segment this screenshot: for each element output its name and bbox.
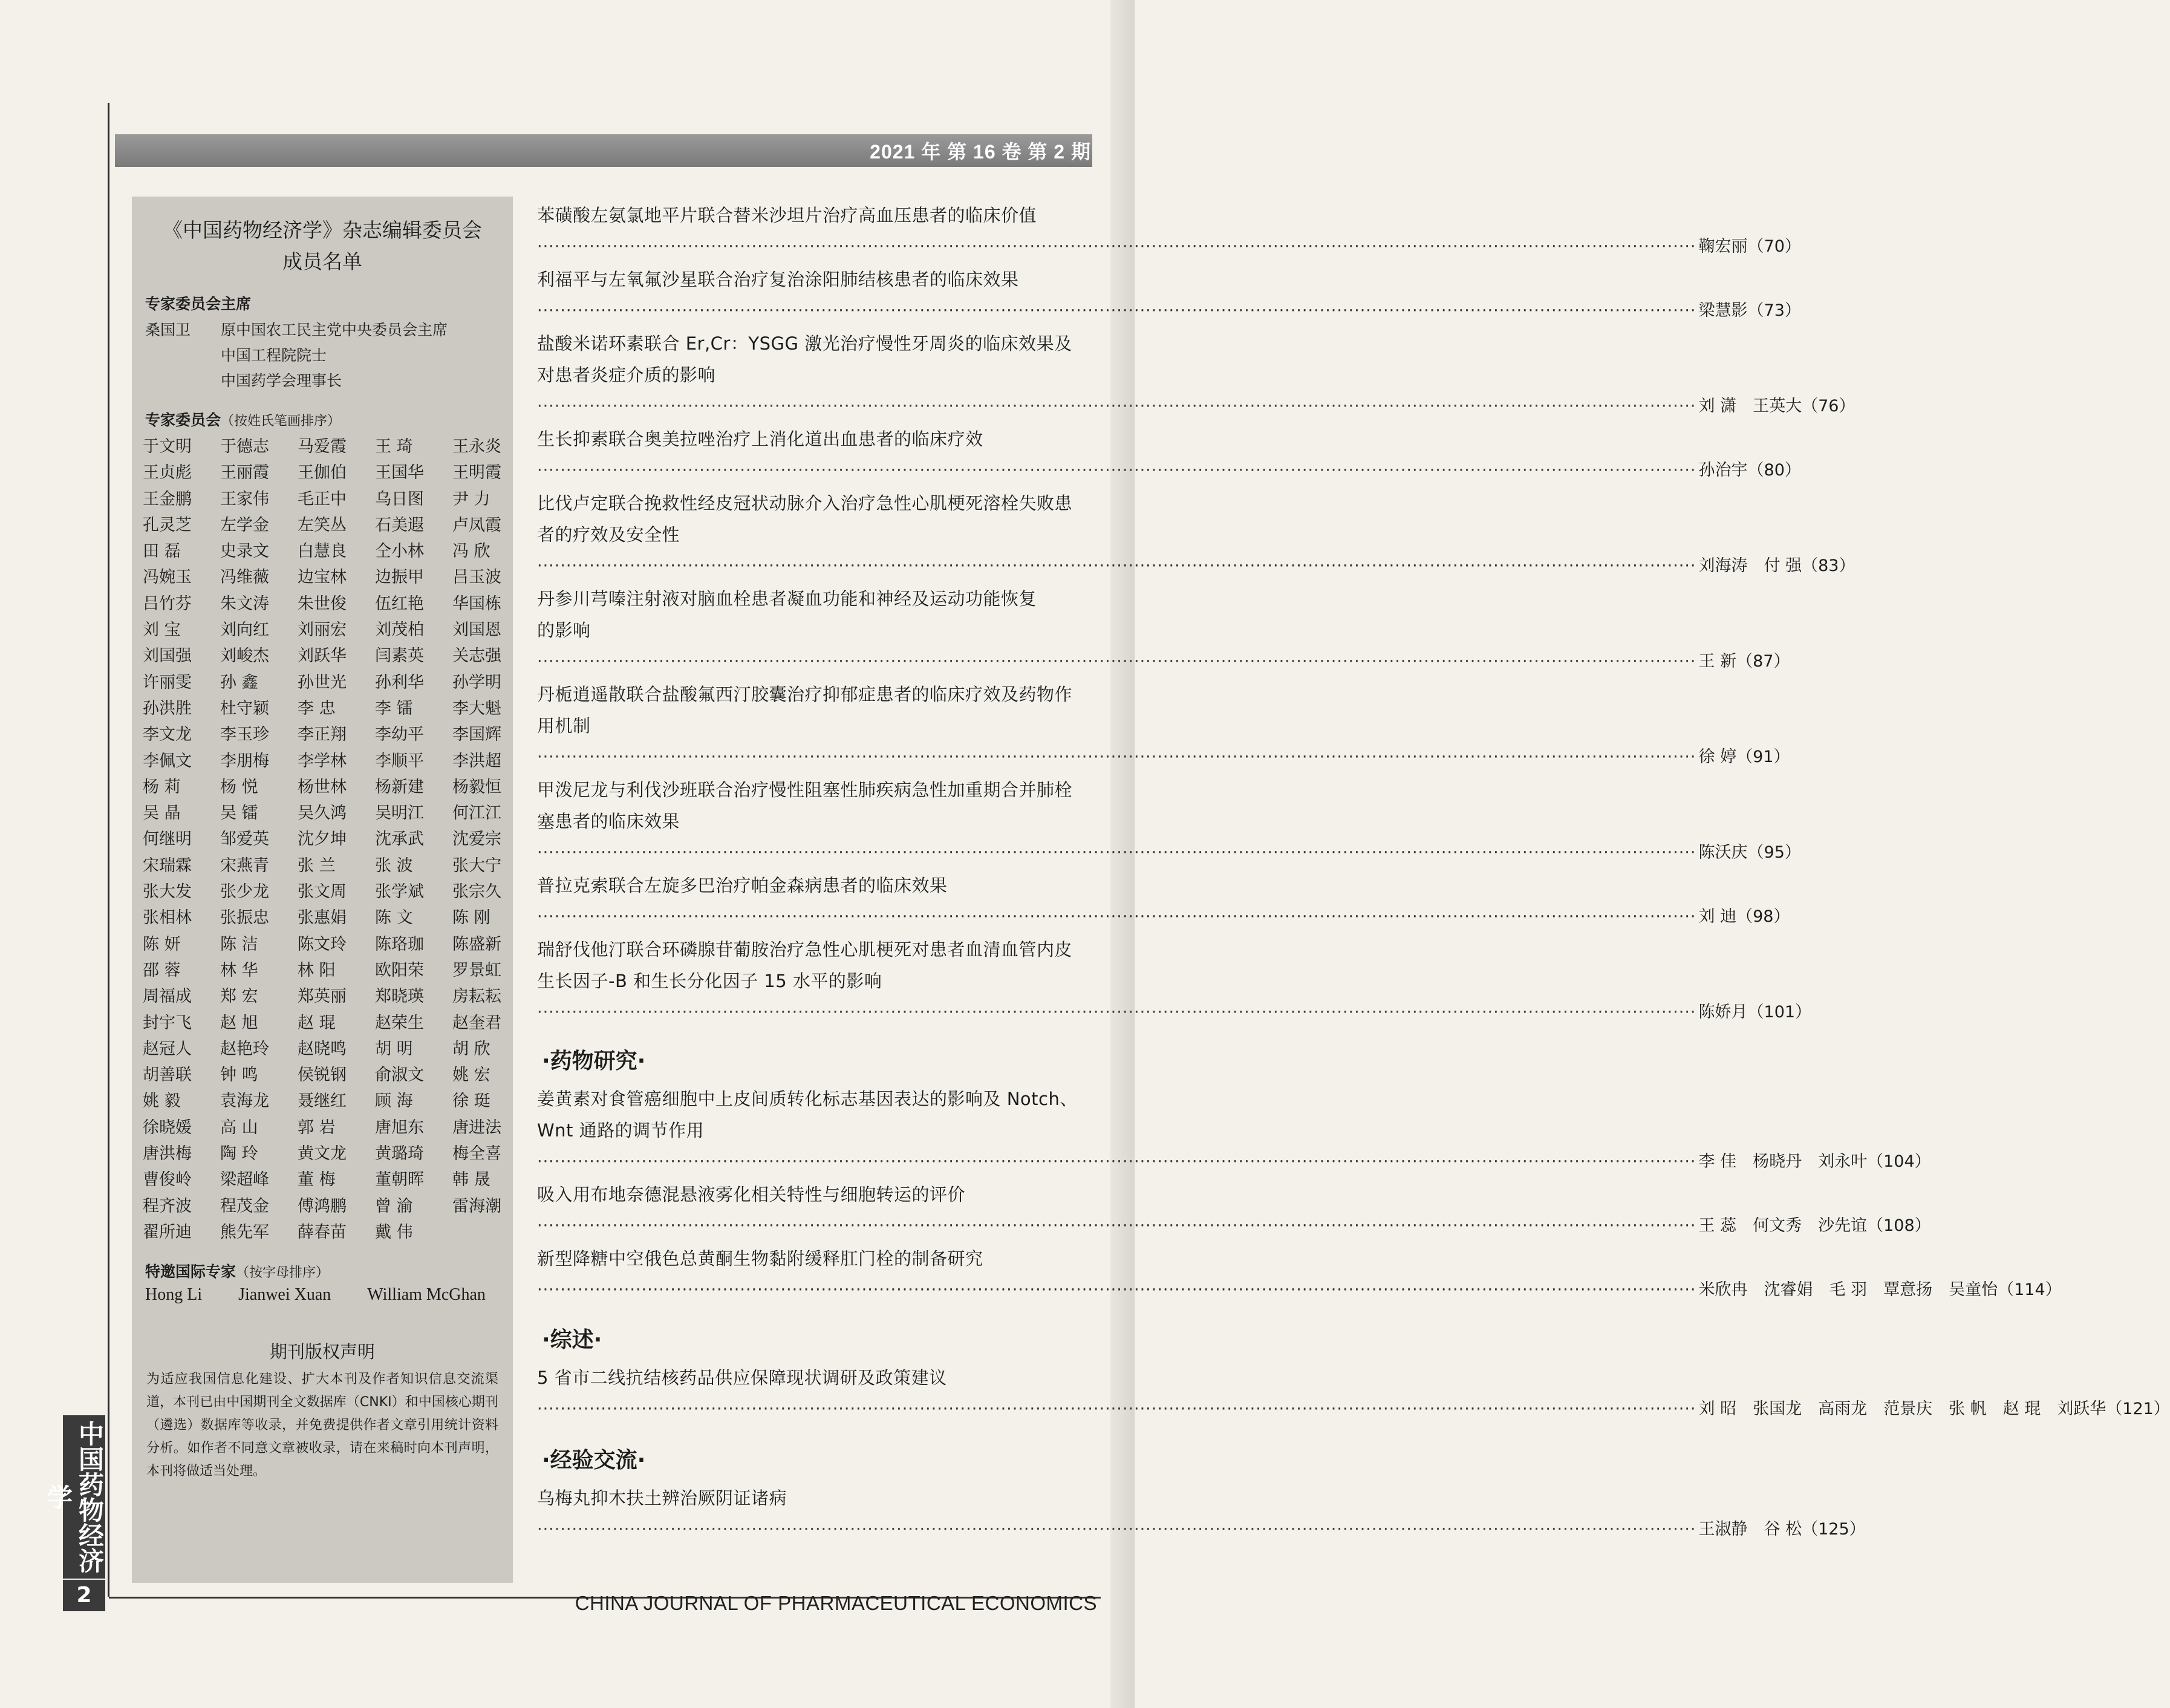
committee-member: 徐晓媛: [143, 1118, 192, 1137]
committee-member: 石美遐: [375, 515, 424, 535]
article-authors-line: [537, 550, 1856, 582]
committee-member: 史录文: [220, 542, 269, 561]
committee-member: 郑晓瑛: [375, 987, 424, 1006]
toc-group-review: [537, 1362, 2170, 1425]
committee-member: 聂继红: [298, 1092, 347, 1111]
article-authors-line: [537, 997, 1812, 1028]
committee-member: 郑英丽: [298, 987, 347, 1006]
committee-member: 李幼平: [375, 725, 424, 745]
leader-dots: ········································································································································································································: [537, 1280, 1696, 1299]
committee-member: 傅鸿鹏: [298, 1196, 347, 1216]
committee-member: 冯 欣: [452, 542, 490, 561]
committee-member: 张宗久: [452, 882, 501, 902]
committee-member: 孙 鑫: [220, 673, 258, 692]
article-authors-line: [537, 231, 1801, 262]
committee-member: 刘向红: [220, 621, 269, 640]
committee-member: 王家伟: [220, 489, 269, 509]
copyright-title: 期刊版权声明: [269, 1341, 375, 1363]
article-authors-line: [537, 646, 1790, 677]
article-title: 生长抑素联合奥美拉唑治疗上消化道出血患者的临床疗效: [537, 429, 983, 449]
article-authors-line: [537, 901, 1790, 933]
committee-member: 房耘耘: [452, 987, 501, 1006]
article-authors: 徐 婷（91）: [1698, 748, 1790, 766]
leader-dots: ········································································································································································································: [537, 397, 1696, 416]
committee-member: 吴久鸿: [298, 804, 347, 823]
article-authors-line: [537, 837, 1801, 869]
committee-member: 翟所迪: [143, 1222, 192, 1242]
committee-member: 张学斌: [375, 882, 424, 902]
committee-member: 黄文龙: [298, 1144, 347, 1164]
intl-member: Jianwei Xuan: [238, 1285, 331, 1305]
toc-entry[interactable]: [537, 1179, 1931, 1242]
committee-member: 唐旭东: [375, 1118, 424, 1137]
article-title: Wnt 通路的调节作用: [537, 1120, 705, 1141]
committee-member: 吴 镭: [220, 804, 258, 823]
committee-member: 林 华: [220, 960, 258, 980]
committee-member: 王贞彪: [143, 463, 192, 483]
committee-member: 林 阳: [298, 960, 336, 980]
committee-member: 冯维薇: [220, 568, 269, 587]
leader-dots: ········································································································································································································: [537, 1216, 1696, 1235]
committee-member: 李顺平: [375, 751, 424, 771]
committee-member: 赵 琨: [298, 1013, 336, 1032]
committee-member: 王伽伯: [298, 463, 347, 483]
section-heading-review: ·综述·: [542, 1328, 602, 1352]
committee-member: 刘国强: [143, 647, 192, 666]
committee-member: 孙世光: [298, 673, 347, 692]
committee-member: 乌日图: [375, 489, 424, 509]
leader-dots: ········································································································································································································: [537, 843, 1696, 862]
committee-member: 赵艳玲: [220, 1039, 269, 1058]
toc-entry[interactable]: [537, 1362, 2170, 1425]
committee-member: 李洪超: [452, 751, 501, 771]
committee-member: 唐进法: [452, 1118, 501, 1137]
committee-member: 陈珞珈: [375, 934, 424, 954]
toc-entry[interactable]: [537, 774, 1801, 869]
committee-member: 卢凤霞: [452, 515, 501, 535]
article-authors-line: [537, 455, 1801, 486]
committee-member: 杨世林: [298, 777, 347, 797]
intl-heading: 特邀国际专家（按字母排序）: [145, 1263, 330, 1281]
committee-member: 赵冠人: [143, 1039, 192, 1058]
committee-member: 刘峻杰: [220, 647, 269, 666]
committee-member: 罗景虹: [452, 960, 501, 980]
committee-member: 俞淑文: [375, 1066, 424, 1085]
article-authors: 陈娇月（101）: [1698, 1003, 1812, 1022]
article-authors: 王 蕊 何文秀 沙先谊（108）: [1698, 1216, 1931, 1235]
committee-member: 刘丽宏: [298, 621, 347, 640]
committee-member: 李国辉: [452, 725, 501, 745]
leader-dots: ········································································································································································································: [537, 556, 1696, 575]
chair-heading: 专家委员会主席: [145, 295, 252, 313]
leader-dots: ········································································································································································································: [537, 907, 1696, 926]
committee-member: 姚 毅: [143, 1092, 181, 1111]
intl-members: [145, 1285, 513, 1305]
section-heading-experience: ·经验交流·: [542, 1448, 646, 1473]
committee-heading: 专家委员会（按姓氏笔画排序）: [145, 411, 341, 429]
committee-member: 许丽雯: [143, 673, 192, 692]
committee-member: 郭 岩: [298, 1118, 336, 1137]
committee-member: 张相林: [143, 908, 192, 928]
committee-member: 边宝林: [298, 568, 347, 587]
committee-member: 郑 宏: [220, 987, 258, 1006]
leader-dots: ········································································································································································································: [537, 748, 1696, 766]
copyright-text: 为适应我国信息化建设、扩大本刊及作者知识信息交流渠道，本刊已由中国期刊全文数据库（CNKI）和中国核心期刊（遴选）数据库等收录，并免费提供作者文章引用统计资料分析。如作者不同意文章被收录，请在来稿时向本刊声明，本刊将做适当处理。: [146, 1372, 498, 1479]
article-title: 对患者炎症介质的影响: [537, 365, 716, 385]
committee-member: 华国栋: [452, 594, 501, 613]
committee-member: 朱世俊: [298, 594, 347, 613]
chair-roles: 原中国农工民主党中央委员会主席 中国工程院院士 中国药学会理事长: [221, 321, 448, 390]
committee-member: 沈夕坤: [298, 830, 347, 849]
article-title: 乌梅丸抑木扶土辨治厥阴证诸病: [537, 1488, 787, 1508]
committee-member: 宋燕青: [220, 856, 269, 875]
toc-entry[interactable]: [537, 328, 1856, 422]
committee-member: 张大发: [143, 882, 192, 902]
committee-member: 董朝晖: [375, 1170, 424, 1190]
committee-member: 邹爱英: [220, 830, 269, 849]
committee-member: 李正翔: [298, 725, 347, 745]
committee-member: 徐 珽: [452, 1092, 490, 1111]
committee-member: 朱文涛: [220, 594, 269, 613]
article-authors-line: [537, 1393, 2170, 1425]
article-authors-line: [537, 391, 1856, 422]
committee-member: 杨 莉: [143, 777, 181, 797]
committee-member: 邵 蓉: [143, 960, 181, 980]
committee-member: 李佩文: [143, 751, 192, 771]
committee-member: 顾 海: [375, 1092, 413, 1111]
toc-entry[interactable]: [537, 1243, 2062, 1306]
toc-entry[interactable]: [537, 679, 1790, 773]
toc-entry[interactable]: [537, 200, 1801, 262]
committee-member: 张大宁: [452, 856, 501, 875]
article-authors-line: [537, 1210, 1931, 1242]
committee-member: 李玉珍: [220, 725, 269, 745]
committee-member: 刘国恩: [452, 621, 501, 640]
committee-member: 孙洪胜: [143, 699, 192, 718]
committee-member: 张 兰: [298, 856, 336, 875]
leader-dots: ········································································································································································································: [537, 1400, 1696, 1418]
committee-member: 吕竹芬: [143, 594, 192, 613]
editorial-board-box: [132, 197, 513, 1583]
committee-member: 杨毅恒: [452, 777, 501, 797]
committee-members: [143, 434, 513, 1245]
toc-entry[interactable]: [537, 583, 1790, 677]
committee-member: 张 波: [375, 856, 413, 875]
article-authors: 刘海涛 付 强（83）: [1698, 556, 1856, 575]
committee-member: 黄璐琦: [375, 1144, 424, 1164]
committee-member: 孙利华: [375, 673, 424, 692]
article-title: 者的疗效及安全性: [537, 524, 680, 545]
article-authors: 王淑静 谷 松（125）: [1698, 1520, 1866, 1539]
committee-member: 王丽霞: [220, 463, 269, 483]
leader-dots: ········································································································································································································: [537, 461, 1696, 480]
article-authors-line: [537, 1514, 1866, 1545]
leader-dots: ········································································································································································································: [537, 237, 1696, 256]
article-authors: 孙治宇（80）: [1698, 461, 1801, 480]
leader-dots: ········································································································································································································: [537, 1003, 1696, 1022]
committee-member: 曹俊岭: [143, 1170, 192, 1190]
committee-member: 冯婉玉: [143, 568, 192, 587]
committee-member: 侯锐钢: [298, 1066, 347, 1085]
committee-member: 雷海潮: [452, 1196, 501, 1216]
article-title: 甲泼尼龙与利伐沙班联合治疗慢性阻塞性肺疾病急性加重期合并肺栓: [537, 780, 1073, 800]
committee-member: 姚 宏: [452, 1066, 490, 1085]
toc-entry[interactable]: [537, 423, 1801, 486]
table-of-contents: [537, 200, 2170, 1545]
left-rule: [108, 103, 109, 1597]
committee-member: 王永炎: [452, 437, 501, 456]
leader-dots: ········································································································································································································: [537, 652, 1696, 671]
article-title: 用机制: [537, 715, 591, 736]
leader-dots: ········································································································································································································: [537, 301, 1696, 320]
toc-group-drug-research: [537, 1083, 2062, 1306]
committee-member: 高 山: [220, 1118, 258, 1137]
committee-member: 李 镭: [375, 699, 413, 718]
committee-member: 刘跃华: [298, 647, 347, 666]
toc-group-clinical: [537, 200, 1856, 1028]
article-title: 塞患者的临床效果: [537, 811, 680, 832]
committee-member: 周福成: [143, 987, 192, 1006]
committee-member: 陈 文: [375, 908, 413, 928]
committee-member: 熊先军: [220, 1222, 269, 1242]
article-title: 瑞舒伐他汀联合环磷腺苷葡胺治疗急性心肌梗死对患者血清血管内皮: [537, 939, 1073, 960]
article-title: 吸入用布地奈德混悬液雾化相关特性与细胞转运的评价: [537, 1184, 966, 1205]
committee-member: 陈 妍: [143, 934, 181, 954]
article-authors: 刘 迪（98）: [1698, 907, 1790, 926]
committee-member: 陈盛新: [452, 934, 501, 954]
committee-member: 关志强: [452, 647, 501, 666]
committee-member: 董 梅: [298, 1170, 336, 1190]
toc-entry[interactable]: [537, 1482, 1866, 1545]
spine-title: 中国药物经济学: [63, 1415, 105, 1579]
committee-member: 胡 明: [375, 1039, 413, 1058]
committee-member: 欧阳荣: [375, 960, 424, 980]
article-title: 盐酸米诺环素联合 Er,Cr：YSGG 激光治疗慢性牙周炎的临床效果及: [537, 333, 1072, 354]
article-authors: 王 新（87）: [1698, 652, 1790, 671]
committee-member: 吴明江: [375, 804, 424, 823]
committee-member: 王国华: [375, 463, 424, 483]
committee-member: 闫素英: [375, 647, 424, 666]
section-heading-drug-research: ·药物研究·: [542, 1049, 646, 1074]
article-authors-line: [537, 1146, 1931, 1178]
leader-dots: ········································································································································································································: [537, 1152, 1696, 1171]
page-number: 2: [63, 1580, 105, 1611]
committee-member: 封宇飞: [143, 1013, 192, 1032]
committee-member: 赵 旭: [220, 1013, 258, 1032]
committee-member: 李文龙: [143, 725, 192, 745]
article-title: 丹参川芎嗪注射液对脑血栓患者凝血功能和神经及运动功能恢复: [537, 588, 1037, 609]
article-title: 姜黄素对食管癌细胞中上皮间质转化标志基因表达的影响及 Notch、: [537, 1089, 1078, 1109]
committee-member: 王金鹏: [143, 489, 192, 509]
committee-member: 马爱霞: [298, 437, 347, 456]
article-authors: 陈沃庆（95）: [1698, 843, 1801, 862]
committee-member: 陈文玲: [298, 934, 347, 954]
committee-member: 李大魁: [452, 699, 501, 718]
committee-member: 程茂金: [220, 1196, 269, 1216]
article-title: 普拉克索联合左旋多巴治疗帕金森病患者的临床效果: [537, 875, 948, 896]
journal-english-title: CHINA JOURNAL OF PHARMACEUTICAL ECONOMICS: [575, 1592, 1097, 1614]
committee-member: 边振甲: [375, 568, 424, 587]
committee-member: 赵奎君: [452, 1013, 501, 1032]
committee-member: 程齐波: [143, 1196, 192, 1216]
article-title: 5 省市二线抗结核药品供应保障现状调研及政策建议: [537, 1367, 947, 1388]
committee-member: 赵荣生: [375, 1013, 424, 1032]
committee-member: 薛春苗: [298, 1222, 347, 1242]
committee-member: 戴 伟: [375, 1222, 413, 1242]
toc-group-experience: [537, 1482, 1866, 1545]
article-authors: 鞠宏丽（70）: [1698, 237, 1801, 256]
committee-member: 杨 悦: [220, 777, 258, 797]
leader-dots: ········································································································································································································: [537, 1520, 1696, 1539]
article-authors: 刘 潇 王英大（76）: [1698, 397, 1856, 416]
committee-member: 陈 刚: [452, 908, 490, 928]
committee-member: 李朋梅: [220, 751, 269, 771]
committee-member: 陈 洁: [220, 934, 258, 954]
article-authors: 刘 昭 张国龙 高雨龙 范景庆 张 帆 赵 琨 刘跃华（121）: [1698, 1400, 2170, 1418]
committee-member: 李学林: [298, 751, 347, 771]
committee-member: 孙学明: [452, 673, 501, 692]
toc-entry[interactable]: [537, 264, 1801, 327]
board-title: 《中国药物经济学》杂志编辑委员会 成员名单: [163, 218, 482, 273]
committee-member: 白慧良: [298, 542, 347, 561]
committee-member: 钟 鸣: [220, 1066, 258, 1085]
committee-member: 孔灵芝: [143, 515, 192, 535]
committee-member: 张振忠: [220, 908, 269, 928]
article-authors: 梁慧影（73）: [1698, 301, 1801, 320]
committee-member: 唐洪梅: [143, 1144, 192, 1164]
committee-member: 沈爱宗: [452, 830, 501, 849]
committee-member: 田 磊: [143, 542, 181, 561]
committee-member: 李 忠: [298, 699, 336, 718]
article-authors-line: [537, 742, 1790, 773]
committee-member: 宋瑞霖: [143, 856, 192, 875]
intl-member: William McGhan: [367, 1285, 486, 1305]
committee-member: 梅全喜: [452, 1144, 501, 1164]
article-authors: 米欣冉 沈睿娟 毛 羽 覃意扬 吴童怡（114）: [1698, 1280, 2062, 1299]
article-title: 的影响: [537, 620, 591, 640]
committee-member: 左笑丛: [298, 515, 347, 535]
committee-member: 胡善联: [143, 1066, 192, 1085]
article-title: 苯磺酸左氨氯地平片联合替米沙坦片治疗高血压患者的临床价值: [537, 205, 1037, 226]
committee-member: 吕玉波: [452, 568, 501, 587]
article-title: 生长因子-B 和生长分化因子 15 水平的影响: [537, 971, 882, 991]
committee-member: 王 琦: [375, 437, 413, 456]
committee-member: 赵晓鸣: [298, 1039, 347, 1058]
article-title: 利福平与左氧氟沙星联合治疗复治涂阳肺结核患者的临床效果: [537, 269, 1019, 290]
committee-member: 于文明: [143, 437, 192, 456]
article-authors-line: [537, 295, 1801, 327]
committee-member: 梁超峰: [220, 1170, 269, 1190]
committee-member: 袁海龙: [220, 1092, 269, 1111]
committee-member: 张文周: [298, 882, 347, 902]
toc-entry[interactable]: [537, 1083, 1931, 1178]
committee-member: 毛正中: [298, 489, 347, 509]
article-title: 新型降糖中空俄色总黄酮生物黏附缓释肛门栓的制备研究: [537, 1248, 983, 1269]
committee-member: 于德志: [220, 437, 269, 456]
committee-member: 张惠娟: [298, 908, 347, 928]
committee-member: 胡 欣: [452, 1039, 490, 1058]
committee-member: 刘茂柏: [375, 621, 424, 640]
committee-member: 何江江: [452, 804, 501, 823]
committee-member: 陶 玲: [220, 1144, 258, 1164]
issue-label: 2021 年 第 16 卷 第 2 期: [870, 141, 1091, 163]
article-authors: 李 佳 杨晓丹 刘永叶（104）: [1698, 1152, 1931, 1171]
intl-member: Hong Li: [145, 1285, 203, 1305]
article-title: 丹栀逍遥散联合盐酸氟西汀胶囊治疗抑郁症患者的临床疗效及药物作: [537, 684, 1073, 705]
toc-entry[interactable]: [537, 487, 1856, 582]
committee-member: 王明霞: [452, 463, 501, 483]
committee-member: 左学金: [220, 515, 269, 535]
chair-block: [145, 318, 513, 394]
committee-member: 曾 渝: [375, 1196, 413, 1216]
committee-member: 吴 晶: [143, 804, 181, 823]
chair-name: 桑国卫: [145, 321, 191, 339]
article-authors-line: [537, 1274, 2062, 1306]
committee-member: 仝小林: [375, 542, 424, 561]
committee-member: 伍红艳: [375, 594, 424, 613]
committee-member: 杨新建: [375, 777, 424, 797]
committee-member: 张少龙: [220, 882, 269, 902]
article-title: 比伐卢定联合挽救性经皮冠状动脉介入治疗急性心肌梗死溶栓失败患: [537, 493, 1073, 513]
committee-member: 韩 晟: [452, 1170, 490, 1190]
committee-member: 沈承武: [375, 830, 424, 849]
committee-member: 刘 宝: [143, 621, 181, 640]
committee-member: 何继明: [143, 830, 192, 849]
committee-member: 尹 力: [452, 489, 490, 509]
toc-entry[interactable]: [537, 870, 1790, 933]
committee-member: 杜守颖: [220, 699, 269, 718]
toc-entry[interactable]: [537, 934, 1812, 1028]
